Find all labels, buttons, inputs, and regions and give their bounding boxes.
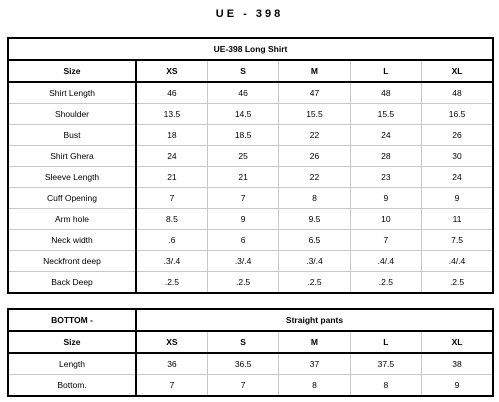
size-header-cell: S <box>207 60 278 82</box>
measurement-label: Neckfront deep <box>8 251 136 272</box>
measurement-value: 7 <box>136 188 207 209</box>
measurement-value: 18.5 <box>207 125 278 146</box>
size-chart-table <box>7 37 494 294</box>
measurement-value: 48 <box>350 82 421 104</box>
bottom-caption-row <box>8 309 493 331</box>
size-header-cell: S <box>207 331 278 353</box>
size-column-header: Size <box>8 60 136 82</box>
measurement-value: 9 <box>422 375 493 397</box>
measurement-value: 46 <box>207 82 278 104</box>
size-header-cell: M <box>279 60 350 82</box>
measurement-label: Neck width <box>8 230 136 251</box>
measurement-value: 28 <box>350 146 421 167</box>
table-caption: UE-398 Long Shirt <box>8 38 493 60</box>
measurement-value: 10 <box>350 209 421 230</box>
size-header-cell: XS <box>136 331 207 353</box>
measurement-value: 7 <box>207 188 278 209</box>
table-row <box>8 209 493 230</box>
measurement-value: .2.5 <box>422 272 493 294</box>
size-column-header: Size <box>8 331 136 353</box>
measurement-value: 7 <box>207 375 278 397</box>
measurement-value: 13.5 <box>136 104 207 125</box>
size-header-cell: XL <box>422 60 493 82</box>
measurement-value: 25 <box>207 146 278 167</box>
measurement-value: 16.5 <box>422 104 493 125</box>
table-row <box>8 188 493 209</box>
measurement-value: 24 <box>350 125 421 146</box>
size-header-cell: XS <box>136 60 207 82</box>
measurement-value: 47 <box>279 82 350 104</box>
measurement-label: Cuff Opening <box>8 188 136 209</box>
bottom-label: BOTTOM - <box>8 309 136 331</box>
measurement-label: Sleeve Length <box>8 167 136 188</box>
size-header-cell: L <box>350 331 421 353</box>
table-row <box>8 125 493 146</box>
table-row <box>8 251 493 272</box>
measurement-value: 36 <box>136 353 207 375</box>
measurement-value: 6.5 <box>279 230 350 251</box>
table-row <box>8 82 493 104</box>
table-row <box>8 375 493 397</box>
measurement-value: 26 <box>422 125 493 146</box>
measurement-value: 9 <box>422 188 493 209</box>
measurement-value: .3/.4 <box>136 251 207 272</box>
measurement-value: 6 <box>207 230 278 251</box>
measurement-label: Shirt Length <box>8 82 136 104</box>
measurement-label: Arm hole <box>8 209 136 230</box>
measurement-value: 48 <box>422 82 493 104</box>
measurement-value: 37.5 <box>350 353 421 375</box>
measurement-value: 23 <box>350 167 421 188</box>
bottom-caption: Straight pants <box>136 309 493 331</box>
measurement-value: 7 <box>136 375 207 397</box>
measurement-value: 36.5 <box>207 353 278 375</box>
measurement-value: 7 <box>350 230 421 251</box>
measurement-value: 18 <box>136 125 207 146</box>
measurement-value: 24 <box>422 167 493 188</box>
size-header-cell: L <box>350 60 421 82</box>
measurement-value: 37 <box>279 353 350 375</box>
size-header-cell: M <box>279 331 350 353</box>
measurement-value: 21 <box>207 167 278 188</box>
measurement-value: .4/.4 <box>350 251 421 272</box>
measurement-value: 38 <box>422 353 493 375</box>
header-row <box>8 60 493 82</box>
measurement-label: Length <box>8 353 136 375</box>
measurement-value: 9.5 <box>279 209 350 230</box>
measurement-value: 15.5 <box>350 104 421 125</box>
measurement-value: 30 <box>422 146 493 167</box>
table-row <box>8 167 493 188</box>
measurement-value: 9 <box>207 209 278 230</box>
measurement-value: .2.5 <box>350 272 421 294</box>
table-caption-row <box>8 38 493 60</box>
measurement-value: .2.5 <box>207 272 278 294</box>
header-row <box>8 331 493 353</box>
measurement-value: 46 <box>136 82 207 104</box>
measurement-value: 22 <box>279 125 350 146</box>
measurement-value: 21 <box>136 167 207 188</box>
measurement-label: Bottom. <box>8 375 136 397</box>
measurement-value: 22 <box>279 167 350 188</box>
measurement-value: .3/.4 <box>207 251 278 272</box>
table-row <box>8 104 493 125</box>
bottom-size-table <box>7 308 494 397</box>
measurement-value: 15.5 <box>279 104 350 125</box>
measurement-label: Shirt Ghera <box>8 146 136 167</box>
table-row <box>8 146 493 167</box>
measurement-label: Back Deep <box>8 272 136 294</box>
measurement-value: .4/.4 <box>422 251 493 272</box>
table-row <box>8 353 493 375</box>
measurement-value: 26 <box>279 146 350 167</box>
measurement-value: .6 <box>136 230 207 251</box>
measurement-value: 24 <box>136 146 207 167</box>
measurement-value: 8.5 <box>136 209 207 230</box>
measurement-value: .2.5 <box>136 272 207 294</box>
measurement-value: 11 <box>422 209 493 230</box>
size-header-cell: XL <box>422 331 493 353</box>
measurement-value: 9 <box>350 188 421 209</box>
measurement-value: 8 <box>279 188 350 209</box>
page-title: UE - 398 <box>215 8 284 20</box>
table-row <box>8 230 493 251</box>
measurement-value: 8 <box>279 375 350 397</box>
measurement-label: Shoulder <box>8 104 136 125</box>
measurement-value: 14.5 <box>207 104 278 125</box>
measurement-value: .3/.4 <box>279 251 350 272</box>
measurement-label: Bust <box>8 125 136 146</box>
table-row <box>8 272 493 294</box>
measurement-value: .2.5 <box>279 272 350 294</box>
measurement-value: 8 <box>350 375 421 397</box>
measurement-value: 7.5 <box>422 230 493 251</box>
